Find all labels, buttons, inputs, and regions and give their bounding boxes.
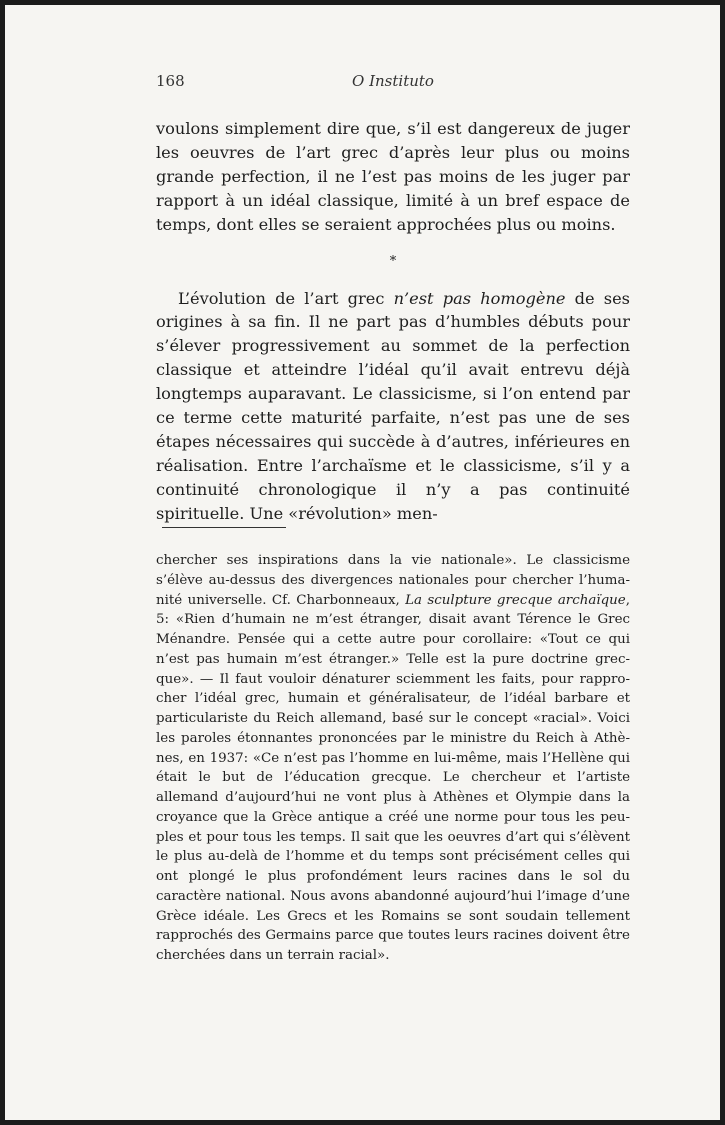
- footnote-citation-title: La sculpture grecque archaïque: [405, 592, 626, 608]
- running-head: [156, 72, 630, 94]
- paragraph-text-rest: de ses origines à sa fin. Il ne part pas d’humbles débuts pour s’élever progressivement au sommet de la perfection classique et atteindre l’idéal qu’il avait entrevu déjà longtemps auparavant. Le classicisme, si l’on entend par ce terme cette maturité parfaite, n’est pas une de ses étapes nécessaires qui succède à d’autres, inférieures en réalisation. Entre l’archaïsme et le classicisme, s’il y a continuité chronologique il n’y a pas continuité spirituelle. Une «révolution» men-: [156, 288, 630, 523]
- journal-title: O Instituto: [352, 72, 434, 90]
- section-break-asterisk: *: [389, 253, 397, 269]
- footnote-text-rest: , 5: «Rien d’humain ne m’est étranger, disait avant Térence le Grec Ménandre. Pensée qui a cette autre pour corollaire: «Tout ce qui n’est pas humain m’est étranger.» Telle est la pure doctrine grecque». — Il faut vouloir dénaturer sciemment les faits, pour rapprocher l’idéal grec, humain et généralisateur, de l’idéal barbare et particulariste du Reich allemand, basé sur le concept «racial». Voici les paroles étonnantes prononcées par le ministre du Reich à Athènes, en 1937: «Ce n’est pas l’homme en lui-même, mais l’Hellène qui était le but de l’éducation grecque. Le chercheur et l’artiste allemand d’aujourd’hui ne vont plus à Athènes et Olympie dans la croyance que la Grèce antique a créé une norme pour tous les peuples et pour tous les temps. Il sait que les oeuvres d’art qui s’élèvent le plus au-delà de l’homme et du temps sont précisément celles qui ont plongé le plus profondément leurs racines dans le sol du caractère national. Nous avons abandonné aujourd’hui l’image d’une Grèce idéale. Les Grecs et les Romains se sont soudain tellement rapprochés des Germains parce que toutes leurs racines doivent être cherchées dans un terrain racial».: [156, 592, 630, 963]
- book-page: [5, 5, 720, 1120]
- paragraph-evolution: [156, 287, 630, 526]
- continued-paragraph: voulons simplement dire que, s’il est dangereux de juger les oeuvres de l’art grec d’après leur plus ou moins grande perfection, il ne l’est pas moins de les juger par rapport à un idéal classique, limité à un bref espace de temps, dont elles se seraient approchées plus ou moins.: [156, 119, 630, 234]
- page-number: 168: [156, 72, 185, 90]
- paragraph-text-start: L’évolution de l’art grec: [178, 288, 394, 308]
- main-text: [156, 117, 630, 526]
- footnote-text-start: chercher ses inspirations dans la vie nationale». Le classicisme s’élève au-dessus des divergences nationales pour chercher l’humanité universelle. Cf. Charbonneaux,: [156, 553, 630, 608]
- footnote: [156, 551, 630, 966]
- emphasis-homogene: n’est pas homogène: [393, 288, 566, 308]
- footnote-divider: [162, 527, 286, 528]
